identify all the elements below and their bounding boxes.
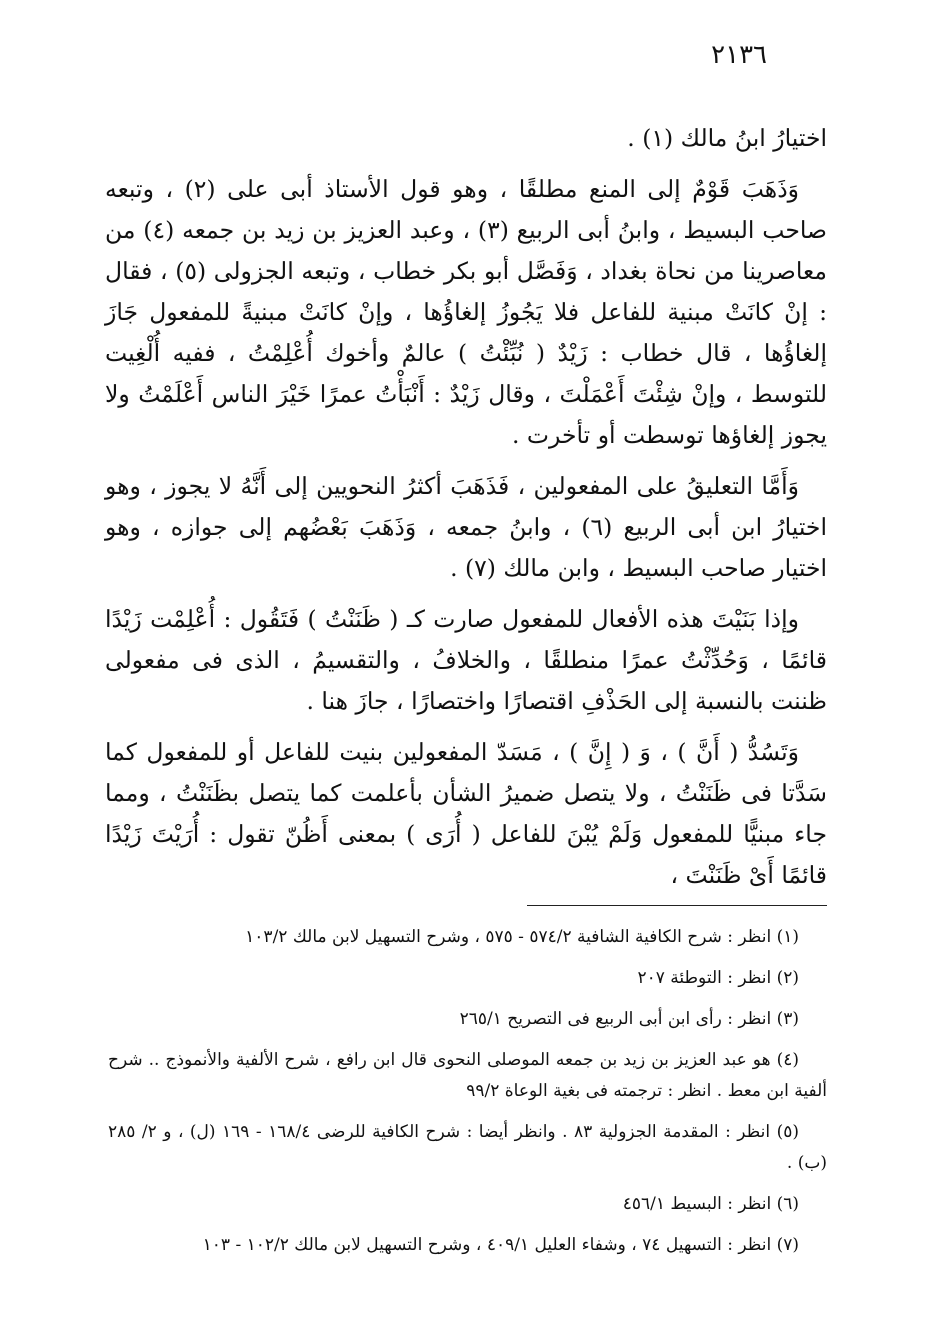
footnote-7: (٧) انظر : التسهيل ٧٤ ، وشفاء العليل ٤٠٩/١ ، وشرح التسهيل لابن مالك ١٠٢/٢ - ١٠٣ (202, 1235, 799, 1255)
footnote-6: (٦) انظر : البسيط ٤٥٦/١ (622, 1194, 799, 1214)
paragraph-2: وَذَهَبَ قَوْمٌ إلى المنع مطلقًا ، وهو قول الأستاذ أبى على (٢) ، وتبعه صاحب البسيط ، وابنُ أبى الربيع (٣) ، وعبد العزيز بن زيد بن جمعه (٤) من معاصرينا من نحاة بغداد ، وَفَصَّل أبو بكر خطاب ، وتبعه الجزولى (٥) ، فقال : إنْ كانَتْ مبنية للفاعل فلا يَجُوزُ إلغاؤُها ، وإنْ كانَتْ مبنيةً للمفعول جَازَ إلغاؤُها ، قال خطاب : زَيْدٌ ( نُبِّئْتُ ) عالمٌ وأخوك أُعْلِمْتُ ، ففيه أُلْغِيت للتوسط ، وإنْ شِئْتَ أَعْمَلْتَ ، وقال زَيْدٌ : أَنْبَأْتُ عمرًا خَيْرَ الناس أَعْلَمْتُ ولا يجوز إلغاؤها توسطت أو تأخرت . (105, 175, 828, 449)
paragraph-5: وَتَسُدُّ ( أَنَّ ) ، وَ ( إِنَّ ) ، مَسَدّ المفعولين بنيت للفاعل أو للمفعول كما سَدَّتا فى ظَنَنْتُ ، ولا يتصل ضميرُ الشأن بأعلمت كما يتصل بظَنَنْتُ ، ومما جاء مبنيًّا للمفعول وَلَمْ يُبْنَ للفاعل ( أُرَى ) بمعنى أَظُنّ تقول : أُرَيْتَ زَيْدًا قائمًا أَىْ ظَنَنْتَ ، (105, 738, 827, 889)
footnote-5: (٥) انظر : المقدمة الجزولية ٨٣ . وانظر أيضا : شرح الكافية للرضى ١٦٨/٤ - ١٦٩ (ل) ، و ٢/ ٢٨٥ (ب) . (108, 1122, 827, 1173)
page-number: ٢١٣٦ (711, 40, 767, 70)
footnotes (108, 922, 827, 1271)
paragraph-1: اختيارُ ابنُ مالك (١) . (627, 124, 827, 152)
paragraph-3: وَأَمَّا التعليقُ على المفعولين ، فَذَهَبَ أكثرُ النحويين إلى أَنَّهُ لا يجوز ، وهو اختيارُ ابن أبى الربيع (٦) ، وابنُ جمعه ، وَذَهَبَ بَعْضُهم إلى جوازه ، وهو اختيار صاحب البسيط ، وابن مالك (٧) . (105, 472, 827, 582)
footnote-separator (527, 905, 827, 906)
main-text (105, 118, 827, 906)
footnote-3: (٣) انظر : رأى ابن أبى الربيع فى التصريح ٢٦٥/١ (459, 1009, 799, 1029)
footnote-1: (١) انظر : شرح الكافية الشافية ٥٧٤/٢ - ٥٧٥ ، وشرح التسهيل لابن مالك ١٠٣/٢ (245, 927, 799, 947)
footnote-2: (٢) انظر : التوطئة ٢٠٧ (637, 968, 799, 988)
footnote-4: (٤) هو عبد العزيز بن زيد بن جمعه الموصلى النحوى قال ابن رافع ، شرح الألفية والأنموذج .. شرح ألفية ابن معط . انظر : ترجمته فى بغية الوعاة ٩٩/٢ (108, 1050, 827, 1101)
paragraph-4: وإذا بَنَيْتَ هذه الأفعال للمفعول صارت كـ ( ظَنَنْتُ ) فَتَقُول : أُعْلِمْت زَيْدًا قائمًا ، وَحُدِّثْتُ عمرًا منطلقًا ، والخلافُ ، والتقسيمُ ، الذى فى مفعولى ظننت بالنسبة إلى الحَذْفِ اقتصارًا واختصارًا ، جازَ هنا . (105, 605, 827, 715)
